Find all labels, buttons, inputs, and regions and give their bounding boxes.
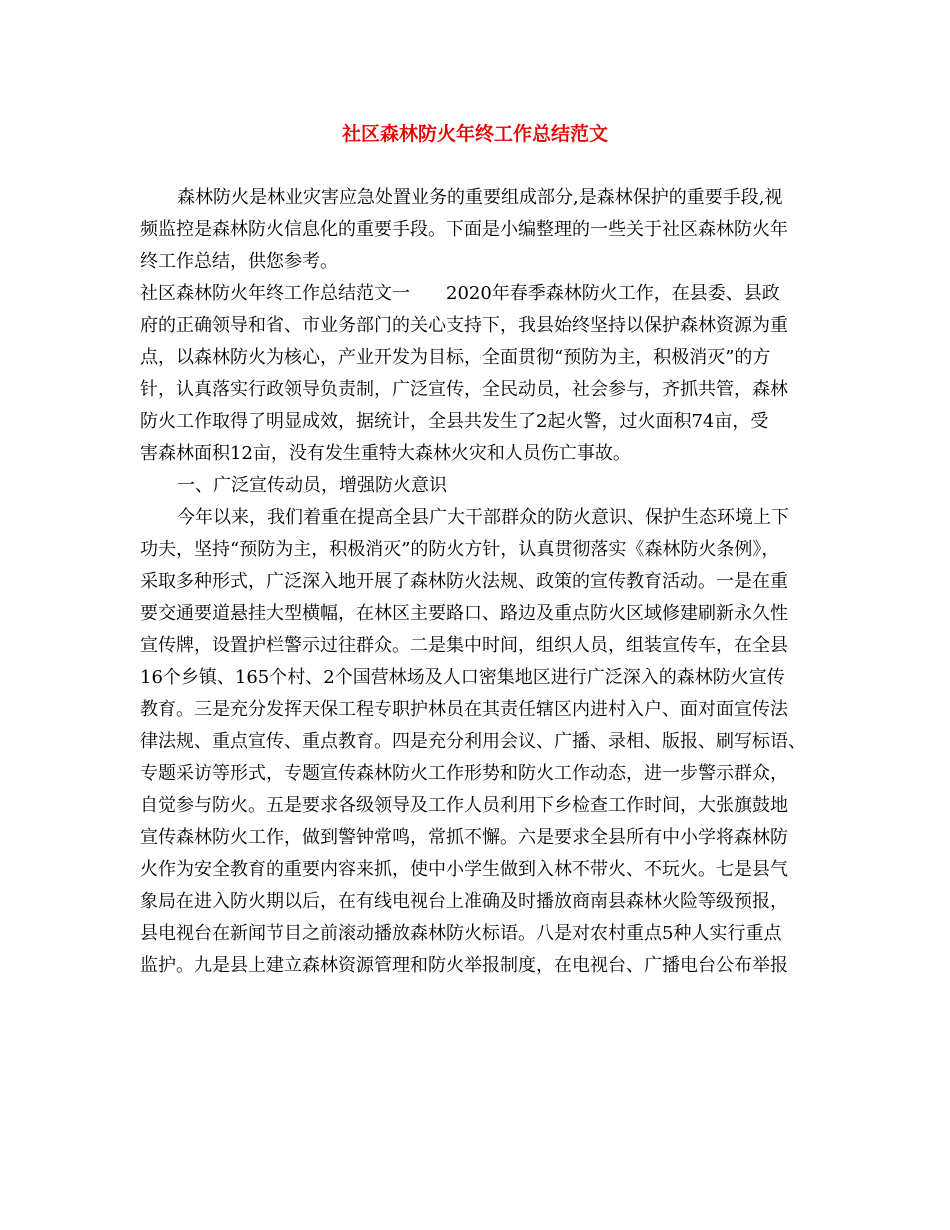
- paragraph-line: 点，以森林防火为核心，产业开发为目标，全面贯彻“预防为主，积极消灭”的方: [140, 347, 771, 368]
- paragraph-line: 教育。三是充分发挥天保工程专职护林员在其责任辖区内进村入户、面对面宣传法: [140, 699, 788, 720]
- paragraph-line: 自觉参与防火。五是要求各级领导及工作人员利用下乡检查工作时间，大张旗鼓地: [140, 795, 788, 816]
- paragraph-line: 今年以来，我们着重在提高全县广大干部群众的防火意识、保护生态环境上下: [177, 507, 789, 528]
- paragraph-line: 火作为安全教育的重要内容来抓，使中小学生做到入林不带火、不玩火。七是县气: [140, 859, 788, 880]
- paragraph-line: 宣传牌，设置护栏警示过往群众。二是集中时间，组织人员，组装宣传车，在全县: [140, 635, 788, 656]
- paragraph-line: 专题采访等形式，专题宣传森林防火工作形势和防火工作动态，进一步警示群众，: [140, 763, 788, 784]
- paragraph-line: 害森林面积12亩，没有发生重特大森林火灾和人员伤亡事故。: [140, 443, 631, 464]
- paragraph-line: 宣传森林防火工作，做到警钟常鸣，常抓不懈。六是要求全县所有中小学将森林防: [140, 827, 788, 848]
- paragraph-line: 象局在进入防火期以后，在有线电视台上准确及时播放商南县森林火险等级预报，: [140, 891, 788, 912]
- section-heading: 一、广泛宣传动员，增强防火意识: [177, 475, 447, 496]
- document-title: 社区森林防火年终工作总结范文: [341, 123, 608, 145]
- paragraph-line: 终工作总结，供您参考。: [140, 251, 338, 272]
- paragraph-line: 采取多种形式，广泛深入地开展了森林防火法规、政策的宣传教育活动。一是在重: [140, 571, 788, 592]
- paragraph-line: 森林防火是林业灾害应急处置业务的重要组成部分,是森林保护的重要手段,视: [177, 187, 783, 208]
- paragraph-line: 社区森林防火年终工作总结范文一 2020年春季森林防火工作，在县委、县政: [140, 283, 780, 304]
- paragraph-line: 功夫，坚持“预防为主，积极消灭”的防火方针，认真贯彻落实《森林防火条例》，: [140, 539, 780, 560]
- paragraph-line: 府的正确领导和省、市业务部门的关心支持下，我县始终坚持以保护森林资源为重: [140, 315, 788, 336]
- paragraph-line: 律法规、重点宣传、重点教育。四是充分利用会议、广播、录相、版报、刷写标语、: [140, 731, 806, 752]
- paragraph-line: 防火工作取得了明显成效，据统计，全县共发生了2起火警，过火面积74亩，受: [140, 411, 769, 432]
- paragraph-line: 要交通要道悬挂大型横幅，在林区主要路口、路边及重点防火区域修建刷新永久性: [140, 603, 788, 624]
- paragraph-line: 16个乡镇、165个村、2个国营林场及人口密集地区进行广泛深入的森林防火宣传: [140, 667, 785, 688]
- paragraph-line: 县电视台在新闻节目之前滚动播放森林防火标语。八是对农村重点5种人实行重点: [140, 923, 782, 944]
- paragraph-line: 频监控是森林防火信息化的重要手段。下面是小编整理的一些关于社区森林防火年: [140, 219, 788, 240]
- paragraph-line: 针，认真落实行政领导负责制，广泛宣传，全民动员，社会参与，齐抓共管，森林: [140, 379, 788, 400]
- paragraph-line: 监护。九是县上建立森林资源管理和防火举报制度，在电视台、广播电台公布举报: [140, 955, 788, 976]
